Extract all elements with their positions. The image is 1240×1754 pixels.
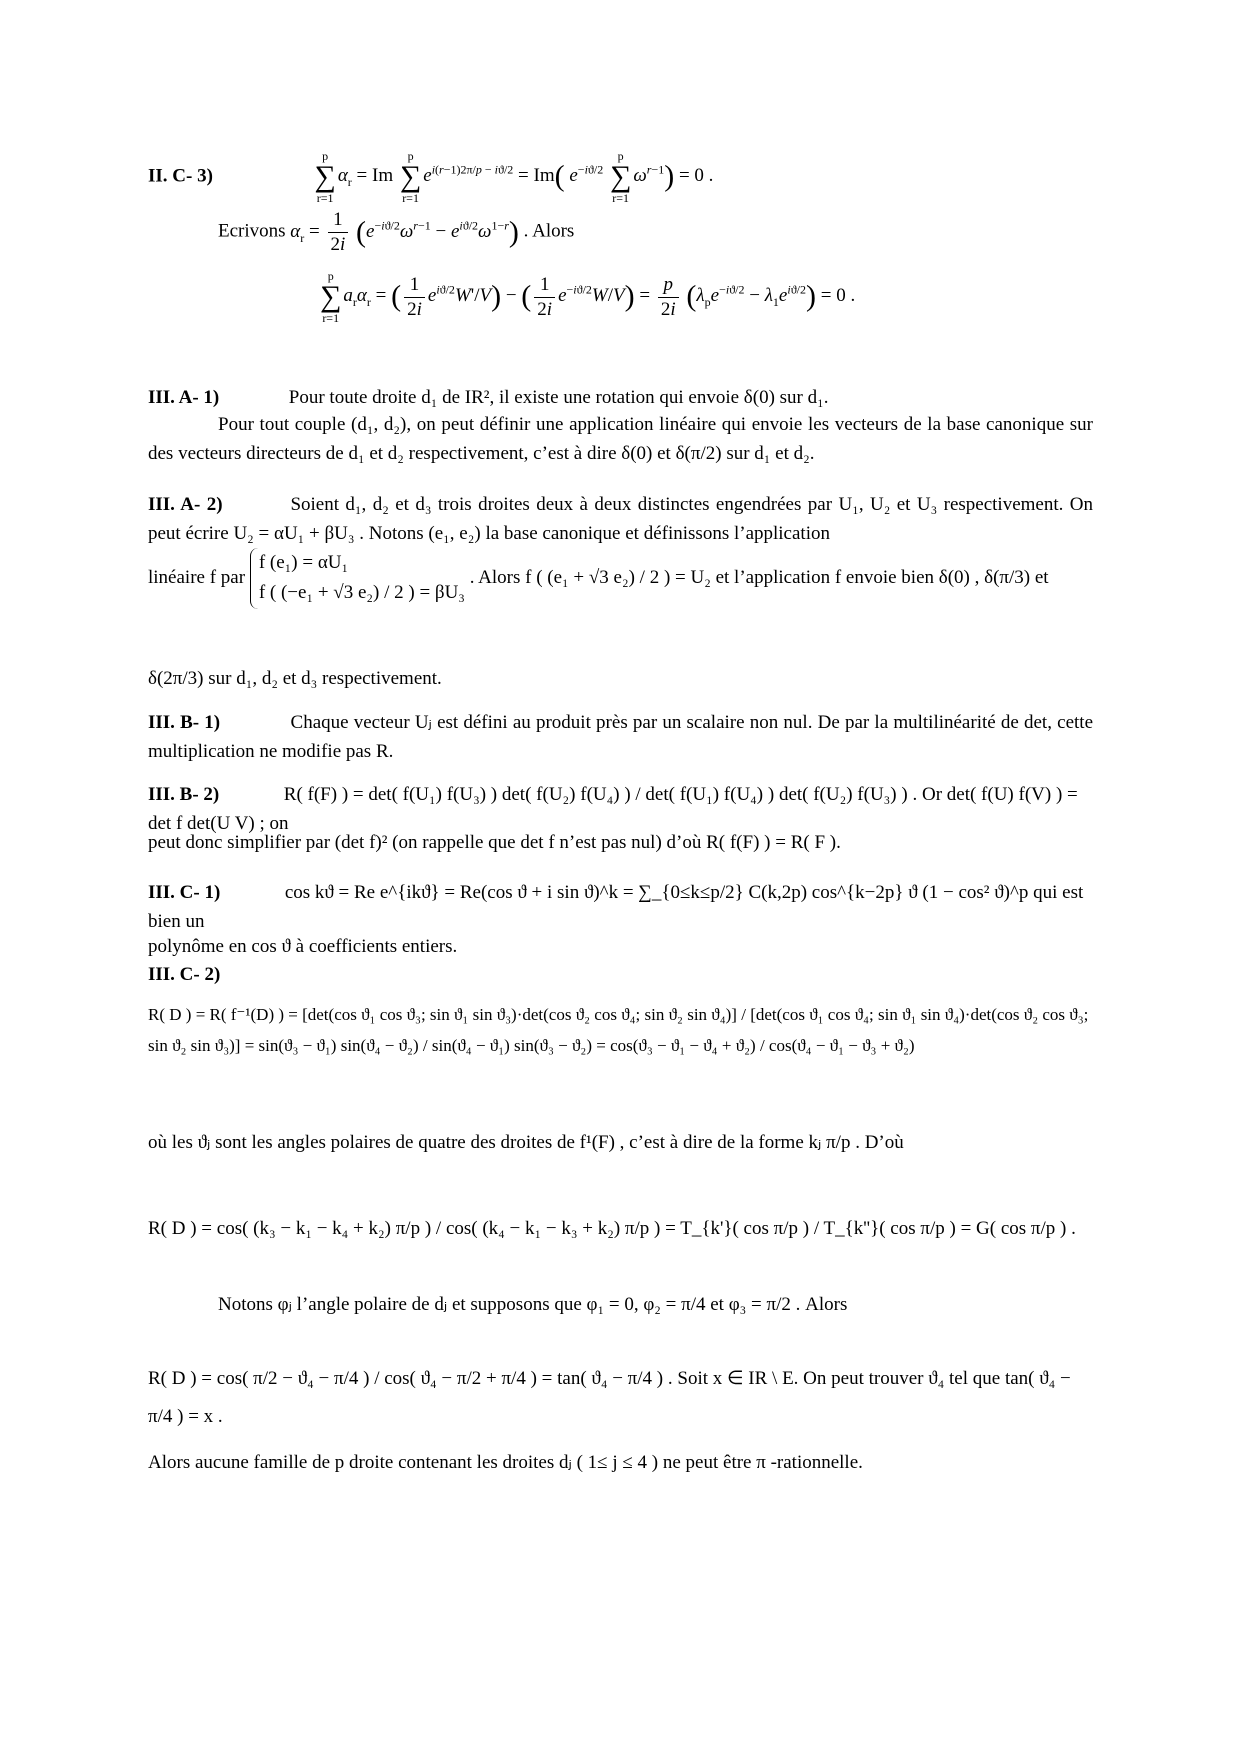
equation: p ∑ $r=1a_r\alpha_r$ = ( $\frac{1}{2i}$ $e^{iϑ/2}W'/V$) − ( $\frac{1}{2i}$ $e^{-iϑ/2}W/V$) = $\frac{p}{2i}$ $(\lambda_pe^{-iϑ/2} - \lambda_1e^{iϑ/2}) = 0$ . [320,269,856,325]
section-IIIC2 [148,960,1093,989]
section-IIIC1 [148,878,1093,937]
equation: cos kϑ = Re e^{ikϑ} = Re(cos ϑ + i sin ϑ)^k = ∑_{0≤k≤p/2} C(k,2p) cos^{k−2p} ϑ (1 − cos² ϑ)^p [284,882,1029,903]
section-IIIC2-p1 [148,1128,1093,1157]
section-IIIA2 [148,490,1093,549]
section-IIIB1 [148,708,1093,767]
section-IIIA1-p2 [148,410,1093,469]
text: . Soit x ∈ IR \ E. On peut trouver ϑ₄ tel que tan( ϑ₄ − π/4 ) = x . [148,1368,1071,1427]
paragraph: où les ϑⱼ sont les angles polaires de quatre des droites de f¹(F) , c’est à dire de la forme kⱼ π/p . D’où [148,1132,904,1153]
paragraph: Pour toute droite d₁ de IR², il existe une rotation qui envoie δ(0) sur d₁. [288,387,829,408]
paragraph: Chaque vecteur Uⱼ est défini au produit près par un scalaire non nul. De par la multilinéarité de det, cette multiplication ne modifie pas R. [148,712,1093,763]
equation: p ∑ $r=1\alpha_r = Im$ p ∑ $r=1e^{i(r-1)2\pi/p - iϑ/2} = Im$( $e^{-iϑ/2}$ p ∑ $r=1\omega^{r-1}) = 0$ . [314,149,714,205]
equation: R( f(F) ) = det( f(U₁) f(U₃) ) det( f(U₂) f(U₄) ) / det( f(U₁) f(U₄) ) det( f(U₂) f(U₃) ) [283,784,908,805]
equation: f ( (−e₁ + √3 e₂) / 2 ) = βU₃ [258,582,465,604]
text: . Alors f ( (e₁ + √3 e₂) / 2 ) = U₂ et l’application f envoie bien δ(0) , δ(π/3) et [469,566,1049,588]
paragraph: polynôme en cos ϑ à coefficients entiers. [148,936,458,957]
section-IIIC2-eq1 [148,1000,1093,1061]
section-IIIC2-eq3 [148,1360,1093,1436]
section-IIIC2-final [148,1448,1093,1477]
paragraph: peut donc simplifier par (det f)² (on rappelle que det f n’est pas nul) d’où R( f(F) ) = R( F ). [148,832,841,853]
equation: $\alpha_r$ = $\frac{1}{2i}$ $(e^{-iϑ/2}\omega^{r-1} - e^{iϑ/2}\omega^{1-r})$ [290,209,519,255]
section-IIC3-line3 [318,270,1240,324]
equation: f (e₁) = αU₁ [258,552,349,573]
section-IIIC2-p2 [218,1290,1163,1319]
paragraph: Pour tout couple (d₁, d₂), on peut définir une application linéaire qui envoie les vecteurs de la base canonique sur des vecteurs directeurs de d₁ et d₂ respectivement, c’est à dire δ(0) et δ(π/2) sur d₁ et d₂. [148,414,1093,465]
equation: R( D ) = cos( π/2 − ϑ₄ − π/4 ) / cos( ϑ₄ − π/2 + π/4 ) = tan( ϑ₄ − π/4 ) [148,1368,664,1389]
equation: R( D ) = cos( (k₃ − k₁ − k₄ + k₂) π/p ) / cos( (k₄ − k₁ − k₃ + k₂) π/p ) = T_{k'}( cos π/p ) / T_{k''}( cos π/p ) = G( cos π/p ) . [148,1218,1076,1239]
paragraph: Soient d₁, d₂ et d₃ trois droites deux à deux distinctes engendrées par U₁, U₂ et U₃ respectivement. On peut écrire U₂ = αU₁ + βU₃ . Notons (e₁, e₂) la base canonique et définissons l’application [148,494,1094,545]
section-label: III. C- 2) [148,964,221,985]
section-label: III. C- 1) [148,882,221,903]
equation: R( D ) = R( f⁻¹(D) ) = [det(cos ϑ₁ cos ϑ₃; sin ϑ₁ sin ϑ₃)·det(cos ϑ₂ cos ϑ₄; sin ϑ₂ sin ϑ₄)] / [det(cos ϑ₁ cos ϑ₄; sin ϑ₁ sin ϑ₄)·det(cos ϑ₂ cos ϑ₃; sin ϑ₂ sin ϑ₃)] = sin(ϑ₃ − ϑ₁) sin(ϑ₄ − ϑ₂) / sin(ϑ₄ − ϑ₁) sin(ϑ₃ − ϑ₂) = cos(ϑ₃ − ϑ₁ − ϑ₄ + ϑ₂) / cos(ϑ₄ − ϑ₁ − ϑ₃ + ϑ₂) [148,1005,1089,1055]
text: linéaire f par [148,566,246,588]
section-IIIC2-eq2 [148,1210,1093,1248]
section-label: III. A- 1) [148,387,220,408]
section-IIIA2-end [148,664,1093,693]
section-IIC3 [148,150,1093,204]
equation-system [250,548,465,609]
section-label: III. A- 2) [148,494,223,515]
section-IIIB2-p2 [148,828,1093,857]
section-IIC3-line2 [218,208,1163,257]
text: . Alors [523,220,575,242]
section-IIIC1-p2 [148,932,1093,961]
text: qui est bien un [148,882,1084,933]
section-label: III. B- 1) [148,712,221,733]
paragraph: Alors aucune famille de p droite contenant les droites dⱼ ( 1≤ j ≤ 4 ) ne peut être π -rationnelle. [148,1452,863,1473]
paragraph: Notons φⱼ l’angle polaire de dⱼ et supposons que φ₁ = 0, φ₂ = π/4 et φ₃ = π/2 . Alors [218,1294,848,1315]
section-IIIA1 [148,383,1093,412]
section-IIIA2-system [148,548,1093,609]
text: Ecrivons [218,220,286,242]
text: δ(2π/3) sur d₁, d₂ et d₃ respectivement. [148,668,442,689]
section-label: III. B- 2) [148,784,220,805]
section-label: II. C- 3) [148,165,213,187]
text: . Or det( f(U) f(V) ) = det f det(U V) ; on [148,784,1078,835]
